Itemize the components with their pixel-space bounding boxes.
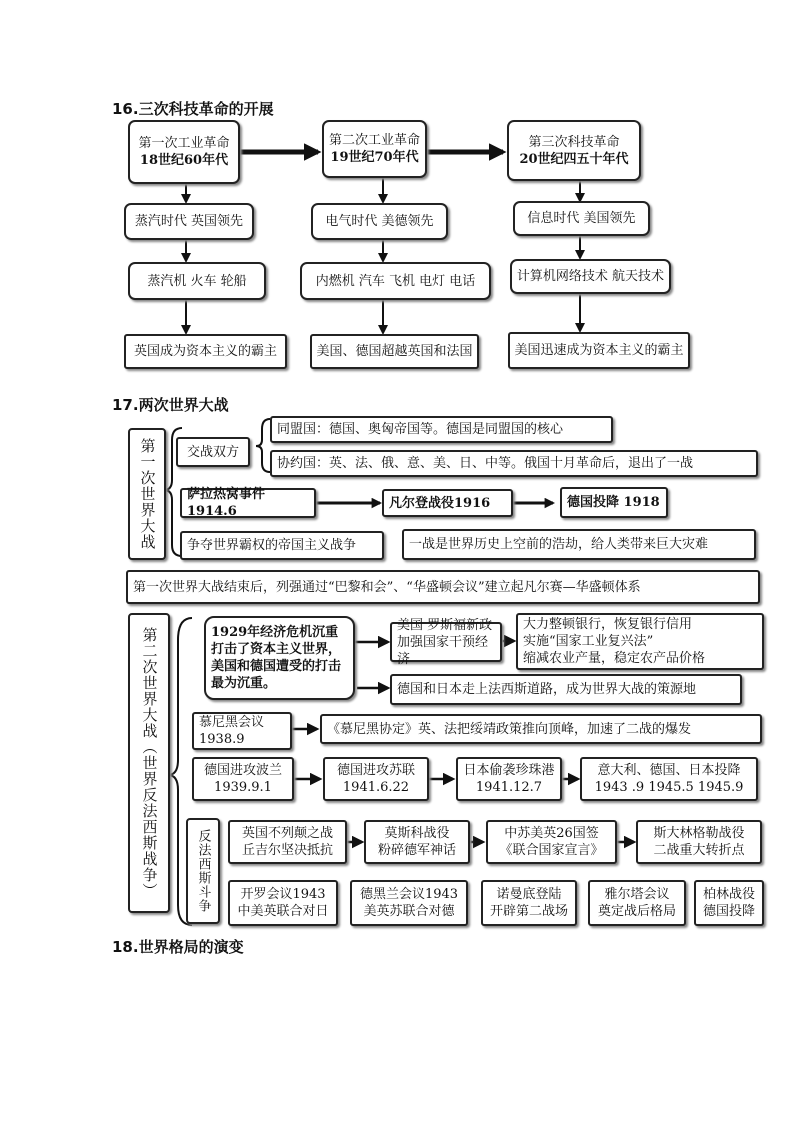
rev3-result: 美国迅速成为资本主义的霸主 — [508, 332, 690, 369]
rev2-era: 电气时代 美德领先 — [311, 203, 448, 240]
anti-fascist-label — [186, 818, 220, 924]
ww2-newdeal-detail: 大力整顿银行，恢复银行信用 实施“国家工业复兴法” 缩减农业产量，稳定农产品价格 — [516, 613, 764, 670]
ww2-cairo: 开罗会议1943 中美英联合对日 — [228, 880, 338, 926]
ww1-verdun — [382, 489, 513, 517]
ww2-normandy: 诺曼底登陆 开辟第二战场 — [481, 880, 577, 926]
rev1-time: 18世纪60年代 — [139, 153, 229, 168]
rev1-era: 蒸汽时代 英国领先 — [124, 203, 254, 240]
ww1-germany-surrender — [560, 487, 668, 518]
rev2-box — [322, 120, 427, 178]
ww2-munich: 慕尼黑会议 1938.9 — [192, 712, 292, 750]
ww1-allies: 协约国：英、法、俄、意、美、日、中等。俄国十月革命后，退出了一战 — [270, 450, 758, 477]
ww2-usa-newdeal: 美国 罗斯福新政 加强国家干预经济 — [390, 622, 502, 662]
brace-sides — [256, 419, 270, 472]
rev2-result: 美国、德国超越英国和法国 — [310, 334, 479, 369]
rev1-name: 第一次工业革命 — [138, 136, 230, 151]
rev3-name: 第三次科技革命 — [528, 134, 620, 150]
ww1-label — [128, 428, 166, 560]
ww1-central-powers: 同盟国：德国、奥匈帝国等。德国是同盟国的核心 — [270, 416, 613, 443]
ww2-berlin: 柏林战役 德国投降 — [694, 880, 764, 926]
ww2-un-declaration: 中苏美英26国签 《联合国家宣言》 — [486, 820, 617, 864]
postwar-system: 第一次世界大战结束后，列强通过“巴黎和会”、“华盛顿会议”建立起凡尔赛—华盛顿体系 — [126, 570, 760, 604]
rev3-time: 20世纪四五十年代 — [519, 151, 629, 167]
ww2-invade-poland: 德国进攻波兰 1939.9.1 — [192, 757, 294, 801]
rev1-tech: 蒸汽机 火车 轮船 — [128, 262, 266, 300]
anti-fascist-label-text: 反法西斯斗争 — [195, 829, 211, 913]
ww2-munich-detail: 《慕尼黑协定》英、法把绥靖政策推向顶峰，加速了二战的爆发 — [320, 714, 762, 744]
rev2-tech: 内燃机 汽车 飞机 电灯 电话 — [300, 262, 491, 300]
ww1-verdun-text: 凡尔登战役1916 — [389, 495, 491, 511]
ww1-label-text: 第一次世界大战 — [138, 438, 157, 550]
section-17-title: 17.两次世界大战 — [112, 396, 229, 414]
ww1-sides-label: 交战双方 — [176, 437, 250, 467]
ww2-invade-ussr: 德国进攻苏联 1941.6.22 — [323, 757, 429, 801]
ww2-tehran: 德黑兰会议1943 美英苏联合对德 — [350, 880, 468, 926]
ww2-battle-moscow: 莫斯科战役 粉碎德军神话 — [364, 820, 470, 864]
rev1-result: 英国成为资本主义的霸主 — [124, 334, 287, 369]
ww1-sarajevo — [180, 488, 316, 518]
ww2-label — [128, 613, 170, 913]
rev1-box — [128, 120, 240, 184]
section-16-title: 16.三次科技革命的开展 — [112, 100, 274, 118]
ww2-stalingrad: 斯大林格勒战役 二战重大转折点 — [636, 820, 762, 864]
rev2-time: 19世纪70年代 — [330, 150, 419, 165]
rev3-box — [507, 120, 641, 181]
ww2-label-text: 第二次世界大战（世界反法西斯战争） — [140, 627, 159, 899]
ww2-economic-crisis: 1929年经济危机沉重打击了资本主义世界，美国和德国遭受的打击最为沉重。 — [204, 616, 355, 700]
rev2-name: 第二次工业革命 — [328, 133, 420, 148]
ww1-surrender-text: 德国投降 1918 — [567, 495, 660, 510]
ww2-battle-britain: 英国不列颠之战 丘吉尔坚决抵抗 — [228, 820, 347, 864]
ww1-nature: 争夺世界霸权的帝国主义战争 — [180, 531, 384, 560]
ww2-fascism: 德国和日本走上法西斯道路，成为世界大战的策源地 — [390, 674, 742, 705]
ww1-sarajevo-text: 萨拉热窝事件1914.6 — [187, 487, 266, 519]
rev3-era: 信息时代 美国领先 — [513, 201, 650, 236]
ww2-pearl-harbor: 日本偷袭珍珠港 1941.12.7 — [456, 757, 562, 801]
ww2-yalta: 雅尔塔会议 奠定战后格局 — [588, 880, 686, 926]
ww1-impact: 一战是世界历史上空前的浩劫，给人类带来巨大灾难 — [402, 529, 756, 560]
section-18-title: 18.世界格局的演变 — [112, 938, 244, 956]
ww2-axis-surrender: 意大利、德国、日本投降 1943 .9 1945.5 1945.9 — [580, 757, 758, 801]
rev3-tech: 计算机网络技术 航天技术 — [510, 259, 671, 294]
